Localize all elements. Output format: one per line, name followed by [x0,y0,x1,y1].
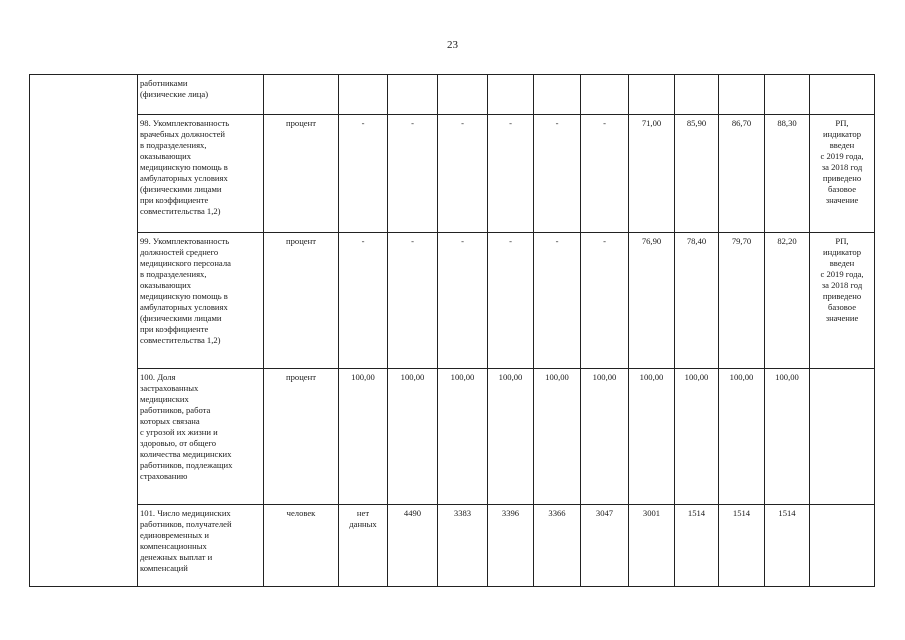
unit-cell [264,75,339,115]
value-cell [388,75,438,115]
note-line: базовое [827,302,857,312]
value-cell: - [488,233,534,369]
indicator-name-line: амбулаторных условиях [140,173,228,183]
value-cell: 100,00 [339,369,388,505]
note-line: базовое [827,184,857,194]
value-cell: 78,40 [675,233,719,369]
indicator-name-line: медицинскую помощь в [140,291,228,301]
indicator-name-line: совместительства 1,2) [140,335,221,345]
note-line: приведено [822,291,862,301]
value-cell: - [339,233,388,369]
note-cell [810,75,875,115]
value-cell: - [581,115,629,233]
value-cell [339,505,388,587]
note-cell [810,233,875,369]
note-line: приведено [822,173,862,183]
note-cell [810,505,875,587]
value-cell: 88,30 [765,115,810,233]
indicator-name-line: работников, получателей [140,519,232,529]
indicator-name-line: 100. Доля [140,372,176,382]
note-line: значение [825,195,859,205]
value-cell: 1514 [675,505,719,587]
indicators-table [29,74,875,587]
value-cell: 100,00 [488,369,534,505]
value-cell: 100,00 [629,369,675,505]
value-cell: 3001 [629,505,675,587]
indicator-name-line: совместительства 1,2) [140,206,221,216]
indicator-name-line: амбулаторных условиях [140,302,228,312]
note-line: за 2018 год [821,280,863,290]
value-cell [534,75,581,115]
indicator-name-cell [138,505,264,587]
note-line: с 2019 года, [820,151,864,161]
value-cell [675,75,719,115]
value-cell: 85,90 [675,115,719,233]
note-line: индикатор [822,247,862,257]
value-cell: 100,00 [581,369,629,505]
indicator-name-line: 99. Укомплектованность [140,236,230,246]
note-line: введен [829,140,855,150]
note-line: индикатор [822,129,862,139]
table-row [30,505,875,587]
indicator-name-line: 98. Укомплектованность [140,118,230,128]
indicator-name-line: с угрозой их жизни и [140,427,218,437]
indicator-name-line: оказывающих [140,280,192,290]
indicator-name-line: медицинских [140,394,189,404]
value-cell: 71,00 [629,115,675,233]
indicator-name-line: оказывающих [140,151,192,161]
indicator-name-line: работниками [140,78,188,88]
unit-cell: процент [264,233,339,369]
note-cell [810,115,875,233]
indicator-name-line: здоровью, от общего [140,438,216,448]
value-cell: 3396 [488,505,534,587]
value-cell: - [438,115,488,233]
value-cell: 76,90 [629,233,675,369]
value-cell: 100,00 [719,369,765,505]
value-cell: 82,20 [765,233,810,369]
note-line: за 2018 год [821,162,863,172]
table-row [30,115,875,233]
indicator-name-line: 101. Число медицинских [140,508,231,518]
indicator-name-line: в подразделениях, [140,269,207,279]
value-cell [339,75,388,115]
value-cell: 100,00 [675,369,719,505]
page-number: 23 [447,39,458,51]
value-cell: - [438,233,488,369]
value-cell: - [339,115,388,233]
note-line: значение [825,313,859,323]
value-cell: - [488,115,534,233]
table-row [30,75,875,115]
indicator-name-line: единовременных и [140,530,210,540]
note-cell [810,369,875,505]
indicator-name-line: должностей среднего [140,247,219,257]
value-cell: - [581,233,629,369]
value-cell: 1514 [719,505,765,587]
value-cell: 100,00 [534,369,581,505]
indicator-name-line: в подразделениях, [140,140,207,150]
indicator-name-line: застрахованных [140,383,199,393]
indicator-name-cell [138,233,264,369]
value-line: данных [349,519,377,529]
indicator-name-line: (физические лица) [140,89,209,99]
indicator-name-line: страхованию [140,471,188,481]
value-cell: 100,00 [438,369,488,505]
unit-cell: процент [264,115,339,233]
indicator-name-line: медицинского персонала [140,258,231,268]
value-cell: 3366 [534,505,581,587]
value-cell: 100,00 [765,369,810,505]
indicator-name-line: (физическими лицами [140,184,222,194]
value-cell: 79,70 [719,233,765,369]
note-line: с 2019 года, [820,269,864,279]
indicator-name-line: медицинскую помощь в [140,162,228,172]
note-line: РП, [835,118,849,128]
value-cell [719,75,765,115]
value-cell: 100,00 [388,369,438,505]
indicator-name-line: работников, работа [140,405,211,415]
value-cell [581,75,629,115]
indicator-name-line: работников, подлежащих [140,460,233,470]
value-cell: 3047 [581,505,629,587]
value-cell [629,75,675,115]
unit-cell: человек [264,505,339,587]
value-cell [438,75,488,115]
value-cell: 1514 [765,505,810,587]
value-cell: - [534,115,581,233]
value-cell: - [388,115,438,233]
indicator-name-line: (физическими лицами [140,313,222,323]
note-line: РП, [835,236,849,246]
value-cell [765,75,810,115]
indicator-name-line: которых связана [140,416,200,426]
indicator-name-cell [138,115,264,233]
value-cell: - [534,233,581,369]
value-cell: 4490 [388,505,438,587]
indicator-name-line: при коэффициенте [140,324,209,334]
indicator-name-line: количества медицинских [140,449,232,459]
indicator-name-line: компенсаций [140,563,188,573]
value-line: нет [356,508,370,518]
value-cell: - [388,233,438,369]
value-cell: 3383 [438,505,488,587]
unit-cell: процент [264,369,339,505]
note-line: введен [829,258,855,268]
indicator-name-line: компенсационных [140,541,207,551]
indicator-name-line: денежных выплат и [140,552,213,562]
indicator-name-cell [138,369,264,505]
indicator-name-line: при коэффициенте [140,195,209,205]
table-row [30,233,875,369]
indicator-name-cell [138,75,264,115]
value-cell [488,75,534,115]
indicator-name-line: врачебных должностей [140,129,226,139]
section-cell [30,75,138,587]
table-row [30,369,875,505]
value-cell: 86,70 [719,115,765,233]
